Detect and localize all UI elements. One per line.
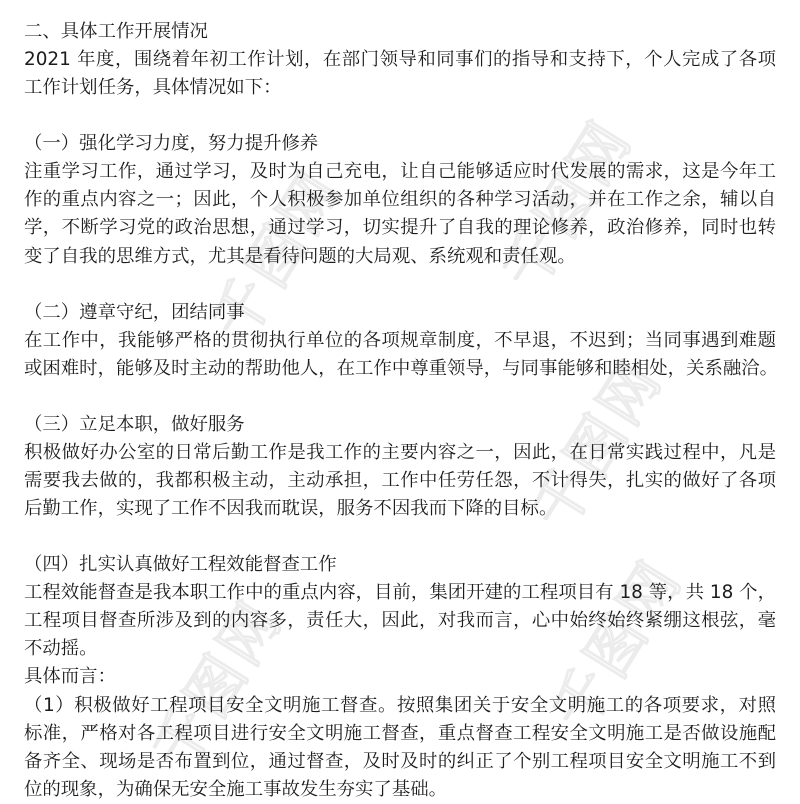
paragraph-line: 备齐全、现场是否布置到位，通过督查，及时及时的纠正了个别工程项目安全文明施工不到 xyxy=(24,750,776,772)
watermark: 千图网 xyxy=(539,547,696,742)
paragraph-line: 注重学习工作，通过学习，及时为自己充电，让自己能够适应时代发展的需求，这是今年工 xyxy=(24,161,776,183)
paragraph-line: 2021 年度，围绕着年初工作计划，在部门领导和同事们的指导和支持下，个人完成了各项 xyxy=(24,49,776,71)
subsection-heading: （三）立足本职，做好服务 xyxy=(24,413,245,435)
watermark: 千图网 xyxy=(139,587,296,782)
watermark: 千图网 xyxy=(489,107,646,302)
spacer xyxy=(24,523,776,551)
paragraph-line: 标准，严格对各工程项目进行安全文明施工督查，重点督查工程安全文明施工是否做设施配 xyxy=(24,722,776,744)
paragraph-line: 工作计划任务，具体情况如下： xyxy=(24,77,282,99)
subsection-heading: （一）强化学习力度，努力提升修养 xyxy=(24,133,319,155)
watermark: 千图网 xyxy=(519,347,676,542)
paragraph-line: 不动摇。 xyxy=(24,638,98,660)
subsection-heading: （二）遵章守纪，团结同事 xyxy=(24,301,245,323)
paragraph-line: 具体而言： xyxy=(24,666,116,688)
spacer xyxy=(24,102,776,130)
paragraph-line: 积极做好办公室的日常后勤工作是我工作的主要内容之一，因此，在日常实践过程中，凡是 xyxy=(24,441,776,463)
paragraph-line: 工程效能督查是我本职工作中的重点内容，目前，集团开建的工程项目有 18 等，共 18 个， xyxy=(24,582,776,604)
paragraph-line: 学，不断学习党的政治思想，通过学习，切实提升了自我的理论修养，政治修养，同时也转 xyxy=(24,217,776,239)
paragraph-line: 在工作中，我能够严格的贯彻执行单位的各项规章制度，不早退，不迟到；当同事遇到难题 xyxy=(24,329,776,351)
subsection-heading: （四）扎实认真做好工程效能督查工作 xyxy=(24,554,337,576)
paragraph-line: 需要我去做的，我都积极主动，主动承担，工作中任劳任怨，不计得失，扎实的做好了各项 xyxy=(24,470,776,491)
document-page xyxy=(24,18,779,804)
paragraph-line: 位的现象，为确保无安全施工事故发生夯实了基础。 xyxy=(24,778,447,800)
paragraph-line: 作的重点内容之一；因此，个人积极参加单位组织的各种学习活动，并在工作之余，辅以自 xyxy=(24,189,776,211)
spacer xyxy=(24,271,776,299)
paragraph-line: 后勤工作，实现了工作不因我而耽误，服务不因我而下降的目标。 xyxy=(24,498,558,520)
watermark: 千图网 xyxy=(199,157,356,352)
paragraph-line: （1）积极做好工程项目安全文明施工督查。按照集团关于安全文明施工的各项要求，对照 xyxy=(24,694,776,716)
paragraph-line: 工程项目督查所涉及到的内容多，责任大，因此，对我而言，心中始终始终紧绷这根弦，毫 xyxy=(24,610,776,632)
paragraph-line: 变了自我的思维方式，尤其是看待问题的大局观、系统观和责任观。 xyxy=(24,245,576,267)
spacer xyxy=(24,383,776,411)
paragraph-line: 或困难时，能够及时主动的帮助他人，在工作中尊重领导，与同事能够和睦相处，关系融洽。 xyxy=(24,357,779,379)
section-title: 二、具体工作开展情况 xyxy=(24,21,208,42)
